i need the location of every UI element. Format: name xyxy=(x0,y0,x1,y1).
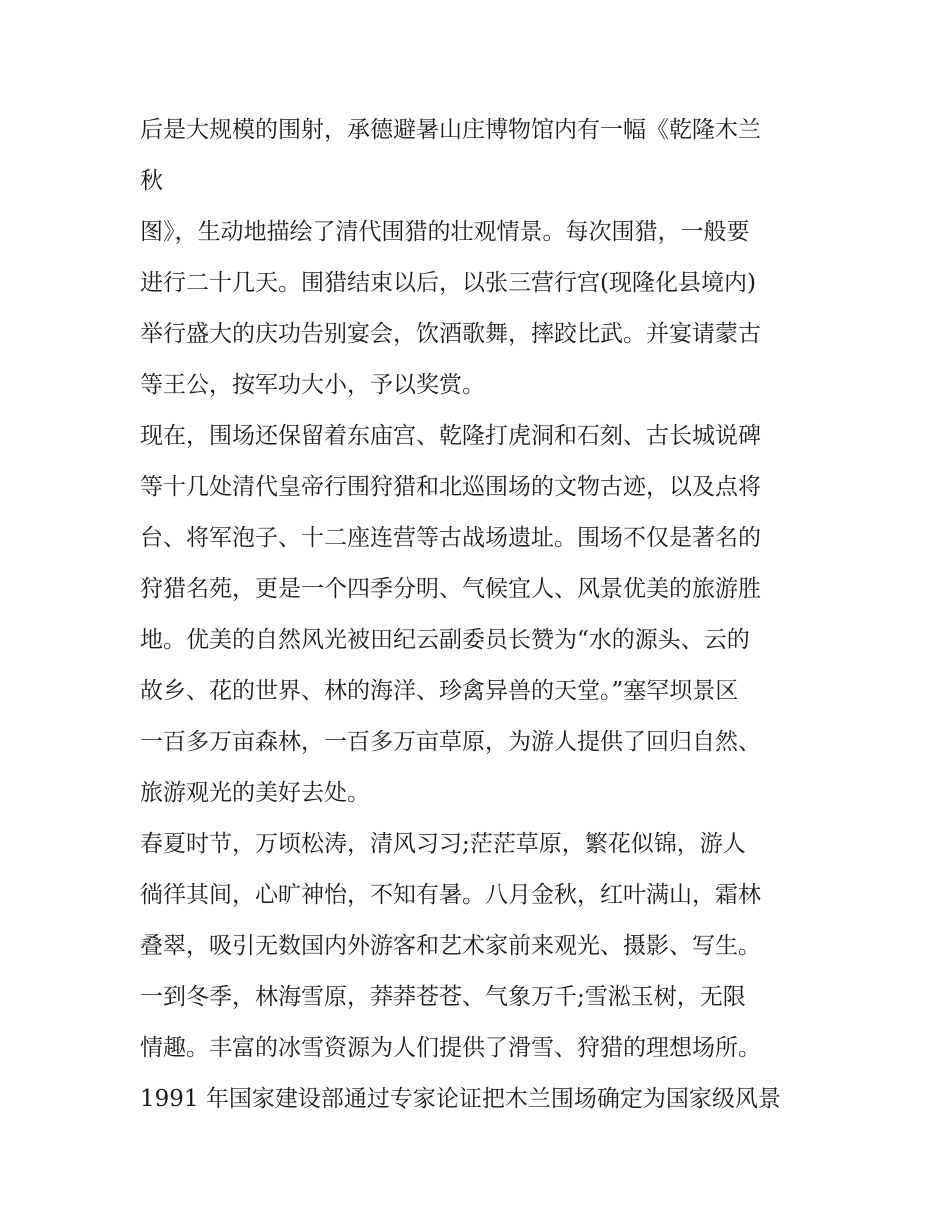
text-line: 等十几处清代皇帝行围狩猎和北巡围场的文物古迹，以及点将 xyxy=(140,474,761,500)
text-line: 情趣。丰富的冰雪资源为人们提供了滑雪、狩猎的理想场所。 xyxy=(140,1035,761,1061)
text-line: 进行二十几天。围猎结束以后，以张三营行宫(现隆化县境内) xyxy=(140,270,756,296)
text-line: 台、将军泡子、十二座连营等古战场遗址。围场不仅是著名的 xyxy=(140,525,761,551)
text-line: 后是大规模的围射，承德避暑山庄博物馆内有一幅《乾隆木兰 xyxy=(140,117,761,143)
text-line: 等王公，按军功大小，予以奖赏。 xyxy=(140,372,485,398)
text-line: 一到冬季，林海雪原，莽莽苍苍、气象万千;雪淞玉树，无限 xyxy=(140,984,746,1010)
text-line: 图》，生动地描绘了清代围猎的壮观情景。每次围猎，一般要 xyxy=(140,219,750,245)
text-line: 现在，围场还保留着东庙宫、乾隆打虎洞和石刻、古长城说碑 xyxy=(140,423,761,449)
text-line: 狩猎名苑，更是一个四季分明、气候宜人、风景优美的旅游胜 xyxy=(140,576,761,602)
text-line: 举行盛大的庆功告别宴会，饮酒歌舞，摔跤比武。并宴请蒙古 xyxy=(140,321,761,347)
text-line: 秋 xyxy=(140,168,163,194)
text-line: 故乡、花的世界、林的海洋、珍禽异兽的天堂。”塞罕坝景区 xyxy=(140,678,739,704)
text-line: 春夏时节，万顷松涛，清风习习;茫茫草原，繁花似锦，游人 xyxy=(140,831,746,857)
text-line: 旅游观光的美好去处。 xyxy=(140,780,370,806)
text-line: 1991 年国家建设部通过专家论证把木兰围场确定为国家级风景 xyxy=(140,1086,781,1112)
text-line: 叠翠，吸引无数国内外游客和艺术家前来观光、摄影、写生。 xyxy=(140,933,761,959)
text-line: 一百多万亩森林，一百多万亩草原，为游人提供了回归自然、 xyxy=(140,729,761,755)
body-text xyxy=(140,105,820,1125)
text-line: 地。优美的自然风光被田纪云副委员长赞为“水的源头、云的 xyxy=(140,627,750,653)
text-line: 徜徉其间，心旷神怡，不知有暑。八月金秋，红叶满山，霜林 xyxy=(140,882,761,908)
